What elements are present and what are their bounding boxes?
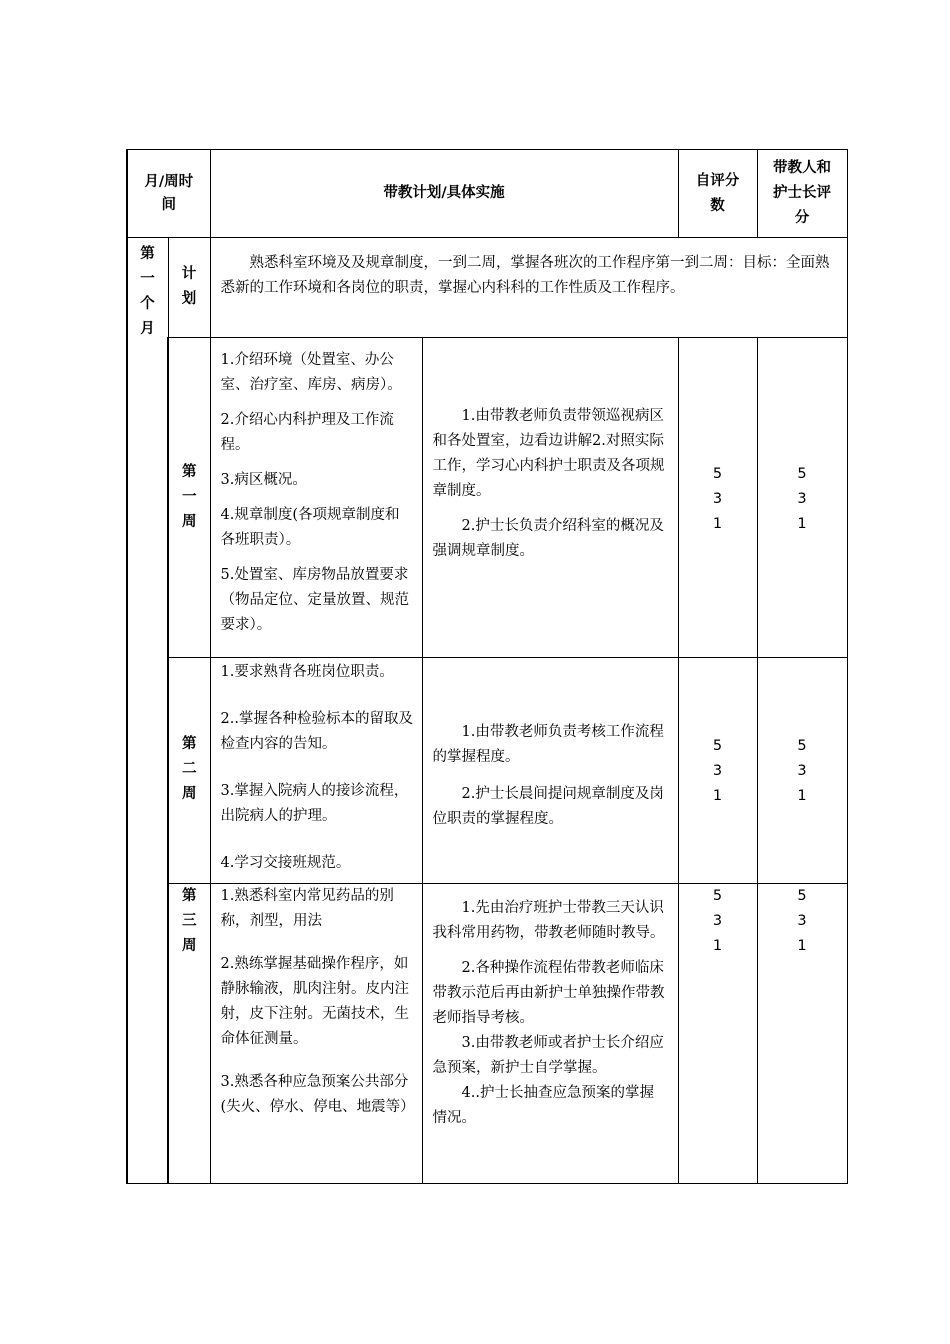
week-1-self-score bbox=[678, 338, 757, 658]
month-label: 第一个月 bbox=[140, 246, 155, 337]
week-2-self-score bbox=[678, 658, 757, 884]
score-value: 1 bbox=[797, 788, 807, 804]
week-3-method-item: 2.各种操作流程佑带教老师临床带教示范后再由新护士单独操作带教老师指导考核。 bbox=[432, 960, 665, 1026]
header-mentor-score bbox=[757, 150, 847, 238]
score-value: 3 bbox=[797, 763, 807, 779]
score-value: 5 bbox=[797, 888, 807, 904]
week-2-method bbox=[422, 658, 678, 884]
score-value: 1 bbox=[797, 516, 807, 532]
week-1-item: 2.介绍心内科护理及工作流程。 bbox=[220, 412, 394, 453]
header-time bbox=[127, 150, 210, 238]
score-value: 3 bbox=[712, 763, 723, 779]
week-1-item: 4.规章制度(各项规章制度和各班职责）。 bbox=[220, 507, 400, 548]
week-3-self-score bbox=[678, 884, 757, 1184]
week-1-method-item: 2.护士长负责介绍科室的概况及强调规章制度。 bbox=[432, 518, 664, 559]
header-time-label: 月/周时间 bbox=[144, 173, 194, 213]
week-2-method-item: 1.由带教老师负责考核工作流程的掌握程度。 bbox=[432, 724, 664, 765]
week-1-content bbox=[210, 338, 422, 658]
week-2-label: 第二周 bbox=[182, 736, 197, 802]
score-value: 5 bbox=[797, 466, 807, 482]
header-plan-label: 带教计划/具体实施 bbox=[383, 185, 505, 201]
week-2-item: 2..掌握各种检验标本的留取及检查内容的告知。 bbox=[220, 711, 413, 752]
score-value: 3 bbox=[712, 913, 723, 929]
week-2-item: 3.掌握入院病人的接诊流程，出院病人的护理。 bbox=[220, 783, 409, 824]
score-value: 5 bbox=[797, 738, 807, 754]
month-cell bbox=[127, 238, 168, 1184]
week-3-mentor-score bbox=[757, 884, 847, 1184]
score-value: 5 bbox=[712, 888, 723, 904]
score-value: 1 bbox=[712, 788, 723, 804]
week-3-method-item: 3.由带教老师或者护士长介绍应急预案，新护士自学掌握。 bbox=[432, 1035, 664, 1076]
week-1-item: 3.病区概况。 bbox=[220, 472, 307, 488]
week-2-mentor-score bbox=[757, 658, 847, 884]
score-value: 1 bbox=[712, 938, 723, 954]
training-plan-table bbox=[126, 149, 848, 1184]
week-3-content bbox=[210, 884, 422, 1184]
week-1-label-cell bbox=[168, 338, 210, 658]
week-1-mentor-score bbox=[757, 338, 847, 658]
score-value: 1 bbox=[797, 938, 807, 954]
score-value: 3 bbox=[712, 491, 723, 507]
plan-text: 熟悉科室环境及及规章制度，一到二周，掌握各班次的工作程序第一到二周：目标：全面熟悉新的工作环境和各岗位的职责，掌握心内科科的工作性质及工作程序。 bbox=[220, 255, 830, 296]
header-self-score bbox=[678, 150, 757, 238]
week-1-method bbox=[422, 338, 678, 658]
score-value: 5 bbox=[712, 466, 723, 482]
week-3-method-item: 1.先由治疗班护士带教三天认识我科常用药物，带教老师随时教导。 bbox=[432, 900, 665, 941]
header-mentor-score-label: 带教人和护士长评分 bbox=[773, 160, 832, 226]
week-2-item: 4.学习交接班规范。 bbox=[220, 855, 351, 871]
header-self-score-label: 自评分数 bbox=[695, 172, 740, 214]
week-2-method-item: 2.护士长晨间提问规章制度及岗位职责的掌握程度。 bbox=[432, 786, 664, 827]
plan-text-cell bbox=[210, 238, 847, 338]
week-3-item: 3.熟悉各种应急预案公共部分(失火、停水、停电、地震等） bbox=[220, 1074, 415, 1115]
week-3-method-item: 4..护士长抽查应急预案的掌握情况。 bbox=[432, 1085, 654, 1126]
week-3-label: 第三周 bbox=[182, 888, 197, 954]
week-1-item: 1.介绍环境（处置室、办公室、治疗室、库房、病房）。 bbox=[220, 352, 402, 393]
week-1-method-item: 1.由带教老师负责带领巡视病区和各处置室，边看边讲解2.对照实际工作，学习心内科护士职责及各项规章制度。 bbox=[432, 408, 665, 499]
plan-label: 计划 bbox=[181, 266, 197, 307]
week-3-item: 2.熟练掌握基础操作程序，如静脉输液，肌肉注射。皮内注射，皮下注射。无菌技术，生命体征测量。 bbox=[220, 956, 409, 1047]
week-2-label-cell bbox=[168, 658, 210, 884]
score-value: 1 bbox=[712, 516, 723, 532]
week-3-method bbox=[422, 884, 678, 1184]
score-value: 5 bbox=[712, 738, 723, 754]
week-2-item: 1.要求熟背各班岗位职责。 bbox=[220, 664, 394, 680]
week-2-content bbox=[210, 658, 422, 884]
week-3-label-cell bbox=[168, 884, 210, 1184]
plan-label-cell bbox=[168, 238, 210, 338]
week-3-item: 1.熟悉科室内常见药品的别称，剂型，用法 bbox=[220, 888, 394, 929]
header-plan bbox=[210, 150, 678, 238]
week-1-label: 第一周 bbox=[182, 464, 197, 530]
score-value: 3 bbox=[797, 913, 807, 929]
week-1-item: 5.处置室、库房物品放置要求（物品定位、定量放置、规范要求）。 bbox=[220, 567, 409, 633]
score-value: 3 bbox=[797, 491, 807, 507]
